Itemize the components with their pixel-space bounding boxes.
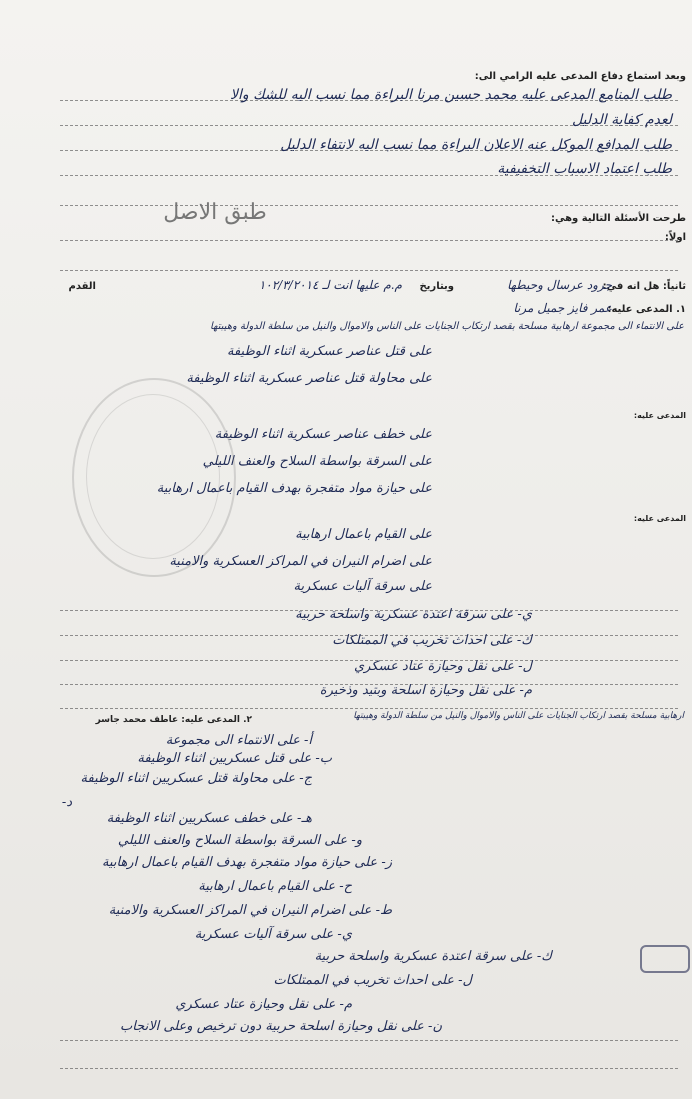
first-question-label: اولاً: — [664, 232, 686, 243]
accused-4-item: م- على نقل وحيازة عتاد عسكري — [175, 997, 352, 1012]
accused-4-item: ط- على اضرام النيران في المراكز العسكرية والامنية — [108, 903, 392, 918]
accused-1-item: على محاولة قتل عناصر عسكرية اثناء الوظيفة — [186, 371, 432, 386]
accused-4-item: ن- على نقل وحيازة اسلحة حربية دون ترخيص وعلى الانجاب — [120, 1019, 442, 1034]
accused-4-item: ي- على سرقة آليات عسكرية — [194, 927, 352, 942]
accused-4-item: و- على السرقة بواسطة السلاح والعنف الليلي — [117, 833, 362, 848]
rule-line — [60, 240, 678, 241]
accused-4-item: ك- على سرقة اعتدة عسكرية واسلحة حربية — [314, 949, 552, 964]
questions-label: طرحت الأسئلة التالية وهي: — [551, 213, 686, 224]
accused-4-item: ز- على حيازة مواد متفجرة بهدف القيام باعمال ارهابية — [101, 855, 392, 870]
accused-3-item: على سرقة آليات عسكرية — [293, 579, 432, 594]
accused-4-item: ح- على القيام باعمال ارهابية — [198, 879, 352, 894]
date-label: وبتاريخ — [419, 281, 454, 292]
second-question-label: ثانياً: هل انه في: — [602, 281, 686, 292]
list-item: ك- على احداث تخريب في الممتلكات — [332, 633, 532, 648]
certified-copy-stamp: طبق الاصل — [163, 200, 267, 225]
accused-2-label: المدعى عليه: — [633, 411, 686, 420]
accused-2-item: على خطف عناصر عسكرية اثناء الوظيفة — [214, 427, 432, 442]
accused-1-item: على قتل عناصر عسكرية اثناء الوظيفة — [226, 344, 432, 359]
incident-place: جرود عرسال وحيطها — [507, 278, 612, 292]
list-item: ي- على سرقة اعتدة عسكرية واسلحة حربية — [295, 607, 532, 622]
accused-3-item: على القيام باعمال ارهابية — [295, 527, 432, 542]
header-line-2: لعدم كفاية الدليل — [572, 112, 672, 128]
header-line-3: طلب المدافع الموكل عنه الاعلان البراءة مما نسب اليه لانتفاء الدليل — [280, 137, 672, 153]
incident-date: م.م عليها انت لـ ١٠٢/٣/٢٠١٤ — [258, 278, 402, 292]
accused-4-item: ب- على قتل عسكريين اثناء الوظيفة — [137, 751, 332, 766]
accused-4-label: ٢. المدعى عليه: عاطف محمد جاسر — [95, 715, 252, 725]
accused-4-item: د- — [61, 795, 72, 810]
margin-mark — [640, 945, 690, 973]
accused-4-item: ج- على محاولة قتل عسكريين اثناء الوظيفة — [80, 771, 312, 786]
accused-1-item: على الانتماء الى مجموعة ارهابية مسلحة بقصد ارتكاب الجنايات على الناس والاموال والنيل من سلطة الدولة وهيبتها — [210, 321, 684, 332]
accused-4-item: هـ- على خطف عسكريين اثناء الوظيفة — [106, 811, 312, 826]
list-item: م- على نقل وحيازة اسلحة وبتيد وذخيرة — [319, 683, 532, 698]
accused-2-item: على حيازة مواد متفجرة بهدف القيام باعمال ارهابية — [156, 481, 432, 496]
accused-1-name: عمر فايز جميل مرنا — [513, 301, 612, 315]
accused-1-label: ١. المدعى عليه: — [607, 304, 686, 315]
accused-3-item: على اضرام النيران في المراكز العسكرية والامنية — [169, 554, 432, 569]
intro-printed: وبعد استماع دفاع المدعى عليه الرامي الى: — [474, 71, 686, 82]
list-item: ل- على نقل وحيازة عتاد عسكري — [353, 659, 532, 674]
rule-line — [60, 270, 678, 271]
accused-3-label: المدعى عليه: — [633, 514, 686, 523]
rule-line — [60, 1040, 678, 1041]
accused-4-header: ارهابية مسلحة بقصد ارتكاب الجنايات على الناس والاموال والنيل من سلطة الدولة وهيبتها — [353, 711, 684, 721]
header-line-4: طلب اعتماد الاسباب التخفيفية — [497, 161, 672, 177]
rule-line — [60, 1068, 678, 1069]
rule-line — [60, 205, 678, 206]
accused-4-item: أ- على الانتماء الى مجموعة — [165, 733, 312, 748]
accused-2-item: على السرقة بواسطة السلاح والعنف الليلي — [202, 454, 432, 469]
date-suffix: القدم — [68, 281, 96, 292]
intro-handwritten: طلب المنامع المدعى عليه محمد حسين مرنا البراءة مما نسب اليه للشك والا — [230, 87, 672, 103]
seal-inner-ring — [86, 394, 220, 559]
accused-4-item: ل- على احداث تخريب في الممتلكات — [273, 973, 472, 988]
rule-line — [60, 708, 678, 709]
